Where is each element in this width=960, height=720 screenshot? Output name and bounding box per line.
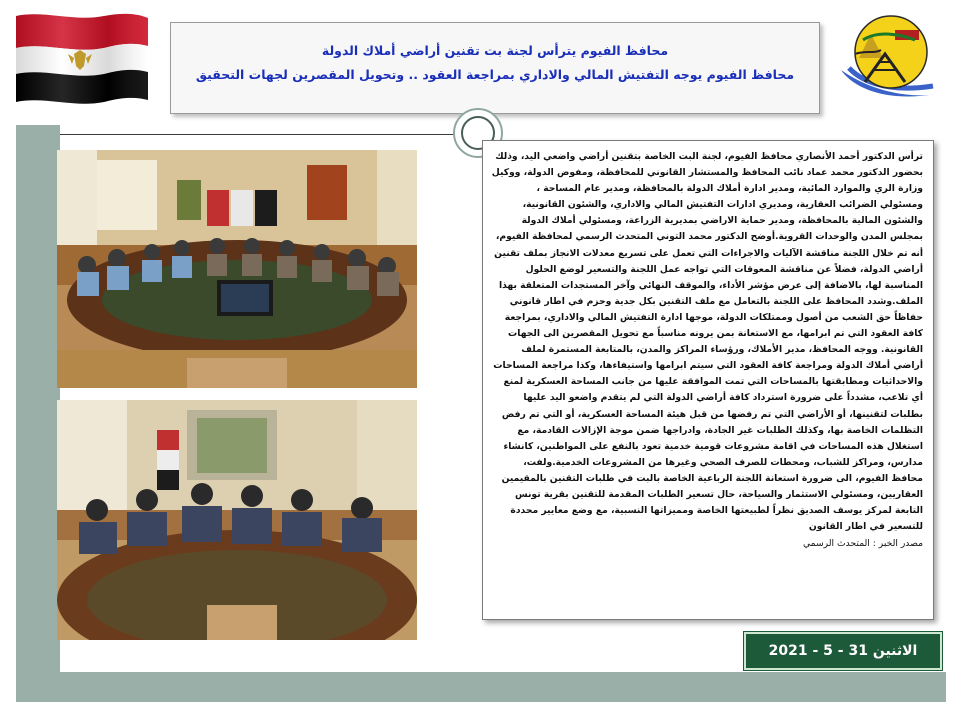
article-source: مصدر الخبر : المتحدث الرسمي [803,538,923,550]
article-text-box [482,140,934,620]
header-divider [60,134,480,135]
governorate-logo-icon [835,10,947,105]
bottom-bar [16,672,946,702]
page-title: محافظ الفيوم يترأس لجنة بت تقنين أراضي أملاك الدولة [321,43,669,58]
committee-members-photo [57,400,417,640]
date-badge [744,632,942,670]
article-body: ترأس الدكتور أحمد الأنصاري محافظ الفيوم، لجنة البت الخاصة بتقنين أراضي واضعي اليد، وذلك بحضور الدكتور محمد عماد نائب المحافظ والمستشار القانوني للمحافظة، ومفوض الدولة، ووكيل وزارة الري والموارد المائية، ومدير ادارة أملاك الدولة بالمحافظة، ومدير عام المساحة ، ومسئولي الضرائب العقارية، ومديري ادارات التفتيش المالي والاداري، والشئون القانونية، والشئون المالية بالمحافظة، ومدير حماية الاراضي بمديرية الزراعة، ومسئولي أملاك الدولة بمجلس المدن والوحدات القروية.أوضح الدكتور محمد التوني المتحدث الرسمي لمحافظة الفيوم، أنه تم خلال اللجنة مناقشة الآليات والاجراءات التي تعمل على تسريع معدلات الانجاز بملف تقنين أراضي الدولة، فضلاً عن مناقشة المعوقات التي تواجه عمل اللجنة والتسعير لوضع الحلول المناسبة لها، بالاضافة إلى عرض مؤشر الأداء، والموقف النهائي وآخر المستجدات المتعلقة بهذا الملف.وشدد المحافظ على اللجنة بالتعامل مع ملف التقنين بكل جدية وحزم في اطار قانوني حفاظاً حق الشعب من أصول وممتلكات الدولة، موجها ادارة التفتيش المالي والاداري، بمراجعة كافة العقود التي تم ابرامها، مع الاستعانة بمن يرونه مناسباً مع تحويل المقصرين الى الجهات القانونية. ووجه المحافظ، مدير الأملاك، ورؤساء المراكز والمدن، بالمتابعة المستمرة لملف أراضي أملاك الدولة ومراجعة كافة العقود التي سيتم ابرامها واستيفاءها، وكذا مراجعة المساحات والاحداثيات ومطابقتها بالمساحات التي تمت الموافقة عليها من جانب المساحة العسكرية لمنع أي تلاعب، مشدداً على ضرورة استرداد كافة أراضي الدولة التي لم يتقدم واضعو اليد عليها بطلبات لتقنينها، أو الأراضي التي تم رفضها من قبل هيئة المساحة العسكرية، أو التي تم رفض التظلمات الخاصة بها، وكذلك الطلبات غير الجادة، وادراجها ضمن موجة الإزالات القادمة، مع استغلال هذه المساحات في اقامة مشروعات قومية خدمية تعود بالنفع على المواطنين، كانشاء مدارس، ومراكز للشباب، ومحطات للصرف الصحي وغيرها من المشروعات الخدمية.ولفت، محافظ الفيوم، الى ضرورة استعانة اللجنة الرباعية الخاصة بالبت في طلبات التقنين بالمقيمين العقاريين، ومسئولي الاستثمار والسياحة، حال تسعير الطلبات المقدمة للتقنين بقرية تونس التابعة لمركز يوسف الصديق نظراً لطبيعتها الخاصة ومميزاتها النسبية، مع وضع معايير محددة للتسعير في اطار القانون [491,151,923,533]
date-text: الاثنين 31 - 5 - 2021 [768,643,918,659]
page-subtitle: محافظ الفيوم يوجه التفتيش المالي والاداري بمراجعة العقود .. وتحويل المقصرين لجهات التحقيق [195,67,795,82]
egypt-flag-icon [14,8,150,106]
header-banner [170,22,820,114]
meeting-room-photo [57,150,417,388]
